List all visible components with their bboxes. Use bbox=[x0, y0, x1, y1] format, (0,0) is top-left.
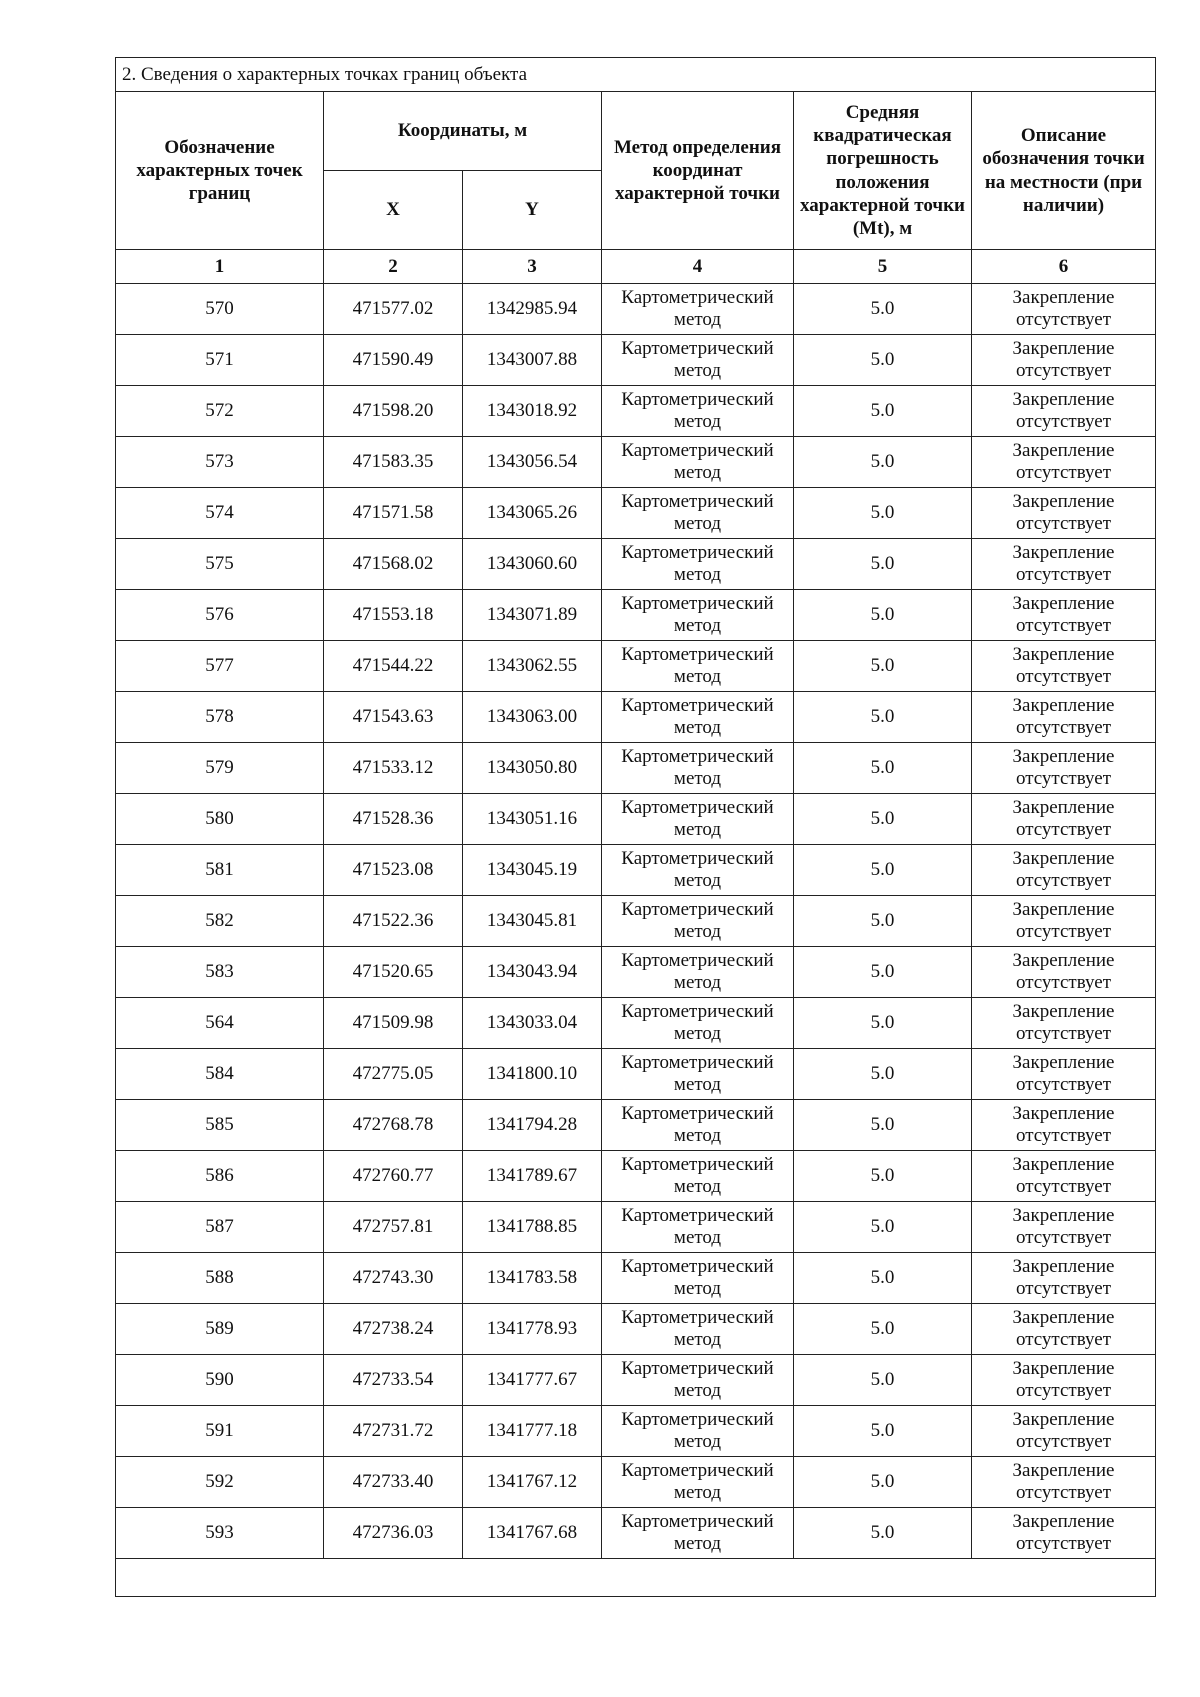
table-row bbox=[116, 845, 1156, 896]
table-row bbox=[116, 896, 1156, 947]
description-cell: Закрепление отсутствует bbox=[972, 1508, 1156, 1559]
method-cell: Картометрический метод bbox=[602, 998, 794, 1049]
table-row bbox=[116, 1355, 1156, 1406]
x-cell: 472738.24 bbox=[324, 1304, 463, 1355]
description-cell: Закрепление отсутствует bbox=[972, 845, 1156, 896]
blank-cell bbox=[116, 1559, 1156, 1597]
error-cell: 5.0 bbox=[794, 1202, 972, 1253]
y-cell: 1343062.55 bbox=[463, 641, 602, 692]
method-cell: Картометрический метод bbox=[602, 1508, 794, 1559]
point-cell: 592 bbox=[116, 1457, 324, 1508]
description-cell: Закрепление отсутствует bbox=[972, 437, 1156, 488]
table-row bbox=[116, 1304, 1156, 1355]
y-cell: 1343056.54 bbox=[463, 437, 602, 488]
error-cell: 5.0 bbox=[794, 1457, 972, 1508]
method-cell: Картометрический метод bbox=[602, 1457, 794, 1508]
error-cell: 5.0 bbox=[794, 794, 972, 845]
y-cell: 1341778.93 bbox=[463, 1304, 602, 1355]
y-cell: 1343071.89 bbox=[463, 590, 602, 641]
document-sheet bbox=[115, 57, 1155, 1597]
description-cell: Закрепление отсутствует bbox=[972, 488, 1156, 539]
method-cell: Картометрический метод bbox=[602, 947, 794, 998]
x-cell: 472757.81 bbox=[324, 1202, 463, 1253]
y-cell: 1341777.67 bbox=[463, 1355, 602, 1406]
table-row bbox=[116, 539, 1156, 590]
point-cell: 585 bbox=[116, 1100, 324, 1151]
y-cell: 1341767.68 bbox=[463, 1508, 602, 1559]
x-cell: 471533.12 bbox=[324, 743, 463, 794]
method-cell: Картометрический метод bbox=[602, 845, 794, 896]
error-cell: 5.0 bbox=[794, 437, 972, 488]
method-cell: Картометрический метод bbox=[602, 539, 794, 590]
description-cell: Закрепление отсутствует bbox=[972, 539, 1156, 590]
table-row bbox=[116, 335, 1156, 386]
description-cell: Закрепление отсутствует bbox=[972, 1304, 1156, 1355]
table-row bbox=[116, 1253, 1156, 1304]
method-cell: Картометрический метод bbox=[602, 1049, 794, 1100]
point-cell: 584 bbox=[116, 1049, 324, 1100]
table-row bbox=[116, 1508, 1156, 1559]
y-cell: 1341800.10 bbox=[463, 1049, 602, 1100]
error-cell: 5.0 bbox=[794, 845, 972, 896]
x-cell: 471544.22 bbox=[324, 641, 463, 692]
method-cell: Картометрический метод bbox=[602, 1100, 794, 1151]
point-cell: 570 bbox=[116, 284, 324, 335]
method-cell: Картометрический метод bbox=[602, 1355, 794, 1406]
description-cell: Закрепление отсутствует bbox=[972, 692, 1156, 743]
point-cell: 581 bbox=[116, 845, 324, 896]
error-cell: 5.0 bbox=[794, 1355, 972, 1406]
point-cell: 577 bbox=[116, 641, 324, 692]
error-cell: 5.0 bbox=[794, 743, 972, 794]
point-cell: 572 bbox=[116, 386, 324, 437]
column-number: 3 bbox=[463, 250, 602, 284]
x-cell: 472743.30 bbox=[324, 1253, 463, 1304]
description-cell: Закрепление отсутствует bbox=[972, 1355, 1156, 1406]
x-cell: 472733.40 bbox=[324, 1457, 463, 1508]
point-cell: 587 bbox=[116, 1202, 324, 1253]
y-cell: 1341788.85 bbox=[463, 1202, 602, 1253]
y-cell: 1341794.28 bbox=[463, 1100, 602, 1151]
y-cell: 1343063.00 bbox=[463, 692, 602, 743]
x-cell: 471568.02 bbox=[324, 539, 463, 590]
x-cell: 471520.65 bbox=[324, 947, 463, 998]
error-cell: 5.0 bbox=[794, 947, 972, 998]
table-row bbox=[116, 386, 1156, 437]
method-cell: Картометрический метод bbox=[602, 590, 794, 641]
y-cell: 1343045.81 bbox=[463, 896, 602, 947]
y-cell: 1343033.04 bbox=[463, 998, 602, 1049]
x-cell: 471590.49 bbox=[324, 335, 463, 386]
x-cell: 472731.72 bbox=[324, 1406, 463, 1457]
table-row bbox=[116, 1100, 1156, 1151]
method-cell: Картометрический метод bbox=[602, 743, 794, 794]
x-cell: 471543.63 bbox=[324, 692, 463, 743]
table-row bbox=[116, 590, 1156, 641]
x-cell: 472736.03 bbox=[324, 1508, 463, 1559]
error-cell: 5.0 bbox=[794, 335, 972, 386]
section-title: 2. Сведения о характерных точках границ объекта bbox=[116, 58, 1156, 92]
table-row bbox=[116, 794, 1156, 845]
error-cell: 5.0 bbox=[794, 488, 972, 539]
point-cell: 589 bbox=[116, 1304, 324, 1355]
x-cell: 472775.05 bbox=[324, 1049, 463, 1100]
method-cell: Картометрический метод bbox=[602, 437, 794, 488]
description-cell: Закрепление отсутствует bbox=[972, 1457, 1156, 1508]
y-cell: 1343043.94 bbox=[463, 947, 602, 998]
table-row bbox=[116, 641, 1156, 692]
x-cell: 472768.78 bbox=[324, 1100, 463, 1151]
column-numbers-row bbox=[116, 250, 1156, 284]
x-cell: 471577.02 bbox=[324, 284, 463, 335]
description-cell: Закрепление отсутствует bbox=[972, 1151, 1156, 1202]
error-cell: 5.0 bbox=[794, 1100, 972, 1151]
y-cell: 1343045.19 bbox=[463, 845, 602, 896]
column-number: 6 bbox=[972, 250, 1156, 284]
table-row bbox=[116, 692, 1156, 743]
error-cell: 5.0 bbox=[794, 1253, 972, 1304]
error-cell: 5.0 bbox=[794, 590, 972, 641]
description-cell: Закрепление отсутствует bbox=[972, 1100, 1156, 1151]
x-cell: 471598.20 bbox=[324, 386, 463, 437]
point-cell: 574 bbox=[116, 488, 324, 539]
x-cell: 471509.98 bbox=[324, 998, 463, 1049]
error-cell: 5.0 bbox=[794, 692, 972, 743]
method-cell: Картометрический метод bbox=[602, 386, 794, 437]
description-cell: Закрепление отсутствует bbox=[972, 284, 1156, 335]
method-cell: Картометрический метод bbox=[602, 692, 794, 743]
method-cell: Картометрический метод bbox=[602, 284, 794, 335]
y-cell: 1343007.88 bbox=[463, 335, 602, 386]
table-row bbox=[116, 1457, 1156, 1508]
table-row bbox=[116, 1406, 1156, 1457]
point-cell: 586 bbox=[116, 1151, 324, 1202]
table-row bbox=[116, 488, 1156, 539]
header-method: Метод определения координат характерной точки bbox=[602, 92, 794, 250]
y-cell: 1341789.67 bbox=[463, 1151, 602, 1202]
table-row bbox=[116, 437, 1156, 488]
error-cell: 5.0 bbox=[794, 1508, 972, 1559]
point-cell: 590 bbox=[116, 1355, 324, 1406]
method-cell: Картометрический метод bbox=[602, 488, 794, 539]
description-cell: Закрепление отсутствует bbox=[972, 896, 1156, 947]
error-cell: 5.0 bbox=[794, 1304, 972, 1355]
header-point: Обозначение характерных точек границ bbox=[116, 92, 324, 250]
method-cell: Картометрический метод bbox=[602, 1304, 794, 1355]
header-y: Y bbox=[463, 171, 602, 250]
point-cell: 588 bbox=[116, 1253, 324, 1304]
column-number: 2 bbox=[324, 250, 463, 284]
method-cell: Картометрический метод bbox=[602, 1202, 794, 1253]
y-cell: 1343050.80 bbox=[463, 743, 602, 794]
x-cell: 471523.08 bbox=[324, 845, 463, 896]
point-cell: 571 bbox=[116, 335, 324, 386]
x-cell: 471583.35 bbox=[324, 437, 463, 488]
description-cell: Закрепление отсутствует bbox=[972, 743, 1156, 794]
y-cell: 1343060.60 bbox=[463, 539, 602, 590]
x-cell: 471571.58 bbox=[324, 488, 463, 539]
description-cell: Закрепление отсутствует bbox=[972, 947, 1156, 998]
column-number: 5 bbox=[794, 250, 972, 284]
y-cell: 1343018.92 bbox=[463, 386, 602, 437]
description-cell: Закрепление отсутствует bbox=[972, 1049, 1156, 1100]
method-cell: Картометрический метод bbox=[602, 1406, 794, 1457]
error-cell: 5.0 bbox=[794, 1049, 972, 1100]
error-cell: 5.0 bbox=[794, 1151, 972, 1202]
x-cell: 471528.36 bbox=[324, 794, 463, 845]
point-cell: 583 bbox=[116, 947, 324, 998]
y-cell: 1342985.94 bbox=[463, 284, 602, 335]
description-cell: Закрепление отсутствует bbox=[972, 641, 1156, 692]
table-row bbox=[116, 284, 1156, 335]
description-cell: Закрепление отсутствует bbox=[972, 1202, 1156, 1253]
header-coords: Координаты, м bbox=[324, 92, 602, 171]
point-cell: 591 bbox=[116, 1406, 324, 1457]
method-cell: Картометрический метод bbox=[602, 1151, 794, 1202]
column-number: 1 bbox=[116, 250, 324, 284]
point-cell: 578 bbox=[116, 692, 324, 743]
header-x: X bbox=[324, 171, 463, 250]
error-cell: 5.0 bbox=[794, 641, 972, 692]
error-cell: 5.0 bbox=[794, 998, 972, 1049]
table-row bbox=[116, 1202, 1156, 1253]
description-cell: Закрепление отсутствует bbox=[972, 794, 1156, 845]
x-cell: 471553.18 bbox=[324, 590, 463, 641]
method-cell: Картометрический метод bbox=[602, 896, 794, 947]
table-row bbox=[116, 947, 1156, 998]
description-cell: Закрепление отсутствует bbox=[972, 590, 1156, 641]
point-cell: 579 bbox=[116, 743, 324, 794]
column-number: 4 bbox=[602, 250, 794, 284]
point-cell: 575 bbox=[116, 539, 324, 590]
error-cell: 5.0 bbox=[794, 1406, 972, 1457]
table-row bbox=[116, 743, 1156, 794]
table-body bbox=[116, 284, 1156, 1559]
method-cell: Картометрический метод bbox=[602, 794, 794, 845]
error-cell: 5.0 bbox=[794, 284, 972, 335]
error-cell: 5.0 bbox=[794, 539, 972, 590]
table-row bbox=[116, 1049, 1156, 1100]
description-cell: Закрепление отсутствует bbox=[972, 1253, 1156, 1304]
header-description: Описание обозначения точки на местности (при наличии) bbox=[972, 92, 1156, 250]
y-cell: 1343051.16 bbox=[463, 794, 602, 845]
point-cell: 564 bbox=[116, 998, 324, 1049]
description-cell: Закрепление отсутствует bbox=[972, 335, 1156, 386]
point-cell: 576 bbox=[116, 590, 324, 641]
y-cell: 1341767.12 bbox=[463, 1457, 602, 1508]
blank-row bbox=[116, 1559, 1156, 1597]
x-cell: 472733.54 bbox=[324, 1355, 463, 1406]
description-cell: Закрепление отсутствует bbox=[972, 1406, 1156, 1457]
y-cell: 1343065.26 bbox=[463, 488, 602, 539]
table-row bbox=[116, 998, 1156, 1049]
point-cell: 582 bbox=[116, 896, 324, 947]
x-cell: 471522.36 bbox=[324, 896, 463, 947]
description-cell: Закрепление отсутствует bbox=[972, 998, 1156, 1049]
point-cell: 573 bbox=[116, 437, 324, 488]
method-cell: Картометрический метод bbox=[602, 335, 794, 386]
x-cell: 472760.77 bbox=[324, 1151, 463, 1202]
table-row bbox=[116, 1151, 1156, 1202]
y-cell: 1341777.18 bbox=[463, 1406, 602, 1457]
point-cell: 580 bbox=[116, 794, 324, 845]
error-cell: 5.0 bbox=[794, 896, 972, 947]
boundary-points-table bbox=[115, 57, 1156, 1597]
description-cell: Закрепление отсутствует bbox=[972, 386, 1156, 437]
method-cell: Картометрический метод bbox=[602, 1253, 794, 1304]
point-cell: 593 bbox=[116, 1508, 324, 1559]
error-cell: 5.0 bbox=[794, 386, 972, 437]
header-error: Средняя квадратическая погрешность положения характерной точки (Mt), м bbox=[794, 92, 972, 250]
y-cell: 1341783.58 bbox=[463, 1253, 602, 1304]
method-cell: Картометрический метод bbox=[602, 641, 794, 692]
